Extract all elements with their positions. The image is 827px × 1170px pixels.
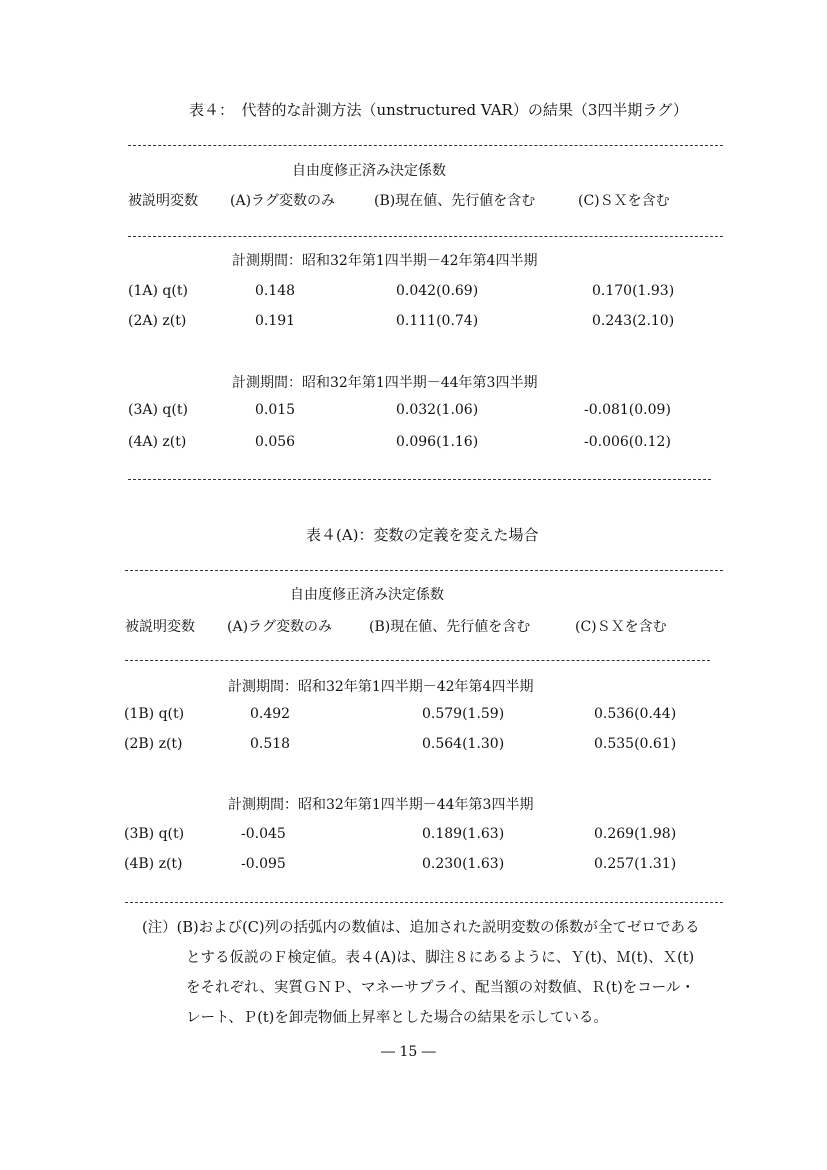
table-row-label: (4A) z(t) [128,434,187,450]
table-cell-c: 0.269(1.98) [594,826,677,842]
table1-col-c: (C)ＳＸを含む [578,193,670,209]
table2-header-rule [125,660,710,661]
table-cell-a: 0.015 [255,402,296,418]
note-line-4: レート、Ｐ(t)を卸売物価上昇率とした場合の結果を示している。 [186,1010,608,1026]
table-row-label: (1A) q(t) [128,283,188,299]
table-cell-b: 0.579(1.59) [422,706,505,722]
table-cell-c: -0.081(0.09) [584,402,671,418]
table-cell-b: 0.230(1.63) [422,856,505,872]
table-cell-a: 0.518 [250,736,291,752]
table-cell-a: 0.191 [255,313,296,329]
table-cell-a: -0.045 [241,826,286,842]
table1-col-a: (A)ラグ変数のみ [230,193,336,209]
table1-col-var: 被説明変数 [128,193,198,209]
table-row-label: (2B) z(t) [124,736,183,752]
table2-col-c: (C)ＳＸを含む [575,619,667,635]
table-cell-c: -0.006(0.12) [584,434,671,450]
table1-period2: 計測期間：昭和32年第1四半期－44年第3四半期 [232,375,538,391]
table2-period2: 計測期間：昭和32年第1四半期－44年第3四半期 [228,797,534,813]
table-cell-a: 0.056 [255,434,296,450]
table2-col-var: 被説明変数 [125,619,195,635]
table-cell-c: 0.243(2.10) [592,313,675,329]
table-cell-a: -0.095 [241,856,286,872]
table1-period1: 計測期間：昭和32年第1四半期－42年第4四半期 [232,253,538,269]
table1-top-rule [128,145,723,146]
table2-title: 表４(A)：変数の定義を変えた場合 [306,526,539,544]
table-row-label: (2A) z(t) [128,313,187,329]
table-row-label: (3B) q(t) [124,826,185,842]
table-row-label: (1B) q(t) [124,706,185,722]
table1-header-rule [128,236,723,237]
table-cell-c: 0.535(0.61) [594,736,677,752]
note-line-3: をそれぞれ、実質ＧＮＰ、マネーサプライ、配当額の対数値、Ｒ(t)をコール・ [186,980,695,996]
table-cell-c: 0.536(0.44) [594,706,677,722]
note-line-2: とする仮説のＦ検定値。表４(A)は、脚注８にあるように、Ｙ(t)、Ｍ(t)、Ｘ(t) [186,950,695,966]
table1-header-top: 自由度修正済み決定係数 [292,163,446,179]
table-cell-b: 0.189(1.63) [422,826,505,842]
table-row-label: (3A) q(t) [128,402,188,418]
table2-header-top: 自由度修正済み決定係数 [290,587,444,603]
table-cell-c: 0.170(1.93) [592,283,675,299]
table-cell-a: 0.148 [255,283,296,299]
table2-top-rule [125,570,723,571]
note-line-1: (注）(B)および(C)列の括弧内の数値は、追加された説明変数の係数が全てゼロである [142,920,700,936]
table2-bottom-rule [125,902,723,903]
table1-bottom-rule [128,479,711,480]
table-cell-b: 0.042(0.69) [396,283,479,299]
table-cell-b: 0.096(1.16) [396,434,479,450]
table2-col-a: (A)ラグ変数のみ [227,619,333,635]
table-cell-b: 0.564(1.30) [422,736,505,752]
table-cell-c: 0.257(1.31) [594,856,677,872]
table1-title: 表４： 代替的な計測方法（unstructured VAR）の結果（3四半期ラグ） [189,101,688,119]
table1-col-b: (B)現在値、先行値を含む [374,193,536,209]
table2-col-b: (B)現在値、先行値を含む [369,619,531,635]
page-number: ― 15 ― [381,1044,436,1060]
table-cell-b: 0.032(1.06) [396,402,479,418]
table2-period1: 計測期間：昭和32年第1四半期－42年第4四半期 [228,679,534,695]
table-cell-b: 0.111(0.74) [396,313,479,329]
table-row-label: (4B) z(t) [124,856,183,872]
table-cell-a: 0.492 [250,706,291,722]
